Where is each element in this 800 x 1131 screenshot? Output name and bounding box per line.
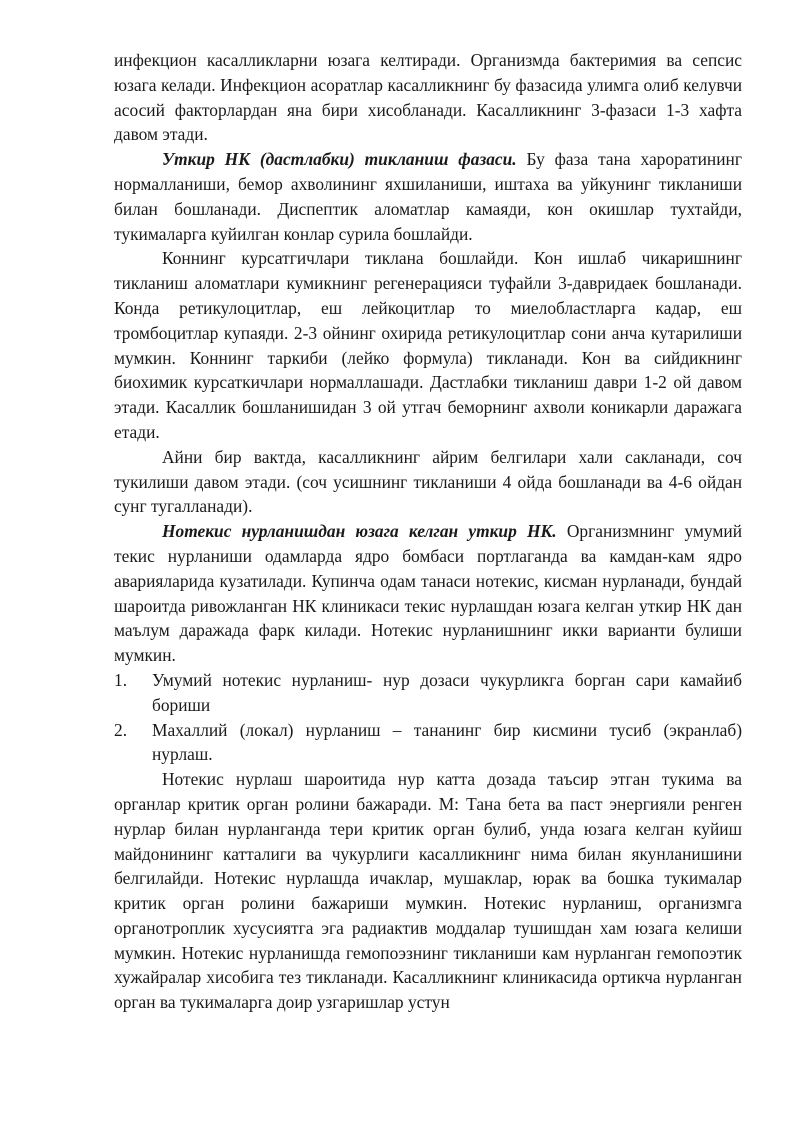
list-item-number: 2. (114, 719, 128, 740)
paragraph-text: Нотекис нурлаш шароитида нур катта дозада таъсир этган тукима ва органлар критик орган ролини бажаради. М: Тана бета ва паст энергияли ренген нурлар билан нурланганда тери критик орган булиб, унда юзага келган куйиш майдонининг катталиги ва чукурлиги касалликнинг нима билан якунланишини белгилайди. Нотекис нурлашда ичаклар, мушаклар, юрак ва бошка тукималар критик орган ролини бажариши мумкин. Нотекис нурланиш, организмга органотроплик хусусиятга эга радиактив моддалар тушишдан хам юзага келиши мумкин. Нотекис нурланишда гемопоэзнинг тикланиши кам нурланган гемопоэтик хужайралар хисобига тез тикланади. Касалликнинг клиникасида ортикча нурланган орган ва тукималарга доир узгаришлар устун (114, 769, 742, 1013)
section-heading: Уткир НК (дастлабки) тикланиш фазаси. (162, 149, 517, 170)
list-item (114, 718, 742, 768)
paragraph-text: инфекцион касалликларни юзага келтиради. Организмда бактеримия ва сепсис юзага келади. Инфекцион асоратлар касалликнинг бу фазасида улимга олиб келувчи асосий факторлардан яна бири хисобланади. Касалликнинг 3-фазаси 1-3 хафта давом этади. (114, 50, 742, 145)
paragraph-critical-organ (114, 767, 742, 1015)
list-item-number: 1. (114, 669, 128, 690)
list-item (114, 668, 742, 718)
numbered-list (114, 668, 742, 767)
paragraph-text: Айни бир вактда, касалликнинг айрим белгилари хали сакланади, соч тукилиши давом этади. (соч усишнинг тикланиши 4 ойда бошланади ва 4-6 ойдан сунг тугалланади). (114, 446, 742, 517)
paragraph-text: Бу фаза тана хароратининг нормалланиши, бемор ахволининг яхшиланиши, иштаха ва уйкунинг тикланиши билан бошланади. Диспептик аломатлар камаяди, кон окишлар тухтайди, тукималарга куйилган конлар сурила бошлайди. (114, 149, 742, 244)
document-page (114, 48, 742, 1015)
section-heading: Нотекис нурланишдан юзага келган уткир НК. (162, 521, 557, 542)
list-item-text: Умумий нотекис нурланиш- нур дозаси чукурликга борган сари камайиб бориши (152, 669, 742, 715)
paragraph-text: Коннинг курсатгичлари тиклана бошлайди. Кон ишлаб чикаришнинг тикланиш аломатлари кумикнинг регенерацияси туфайли 3-давридаек бошланади. Конда ретикулоцитлар, еш лейкоцитлар то миелобластларга кадар, еш тромбоцитлар купаяди. 2-3 ойнинг охирида ретикулоцитлар сони анча кутарилиши мумкин. Коннинг таркиби (лейко формула) тикланади. Кон ва сийдикнинг биохимик курсаткичлари нормаллашади. Дастлабки тикланиш даври 1-2 ой давом этади. Касаллик бошланишидан 3 ой утгач беморнинг ахволи коникарли даражага етади. (114, 248, 742, 442)
paragraph-uneven-irradiation (114, 519, 742, 668)
paragraph-hair-loss (114, 445, 742, 519)
list-item-text: Махаллий (локал) нурланиш – тананинг бир кисмини тусиб (экранлаб) нурлаш. (152, 719, 742, 765)
paragraph-blood-indicators (114, 246, 742, 444)
paragraph-recovery-phase (114, 147, 742, 246)
paragraph-text: Организмнинг умумий текис нурланиши одамларда ядро бомбаси портлаганда ва камдан-кам ядро аварияларида кузатилади. Купинча одам танаси нотекис, кисман нурланади, бундай шароитда ривожланган НК клиникаси текис нурлашдан юзага келган уткир НК дан маълум даражада фарк килади. Нотекис нурланишнинг икки варианти булиши мумкин. (114, 521, 742, 666)
paragraph-continuation (114, 48, 742, 147)
